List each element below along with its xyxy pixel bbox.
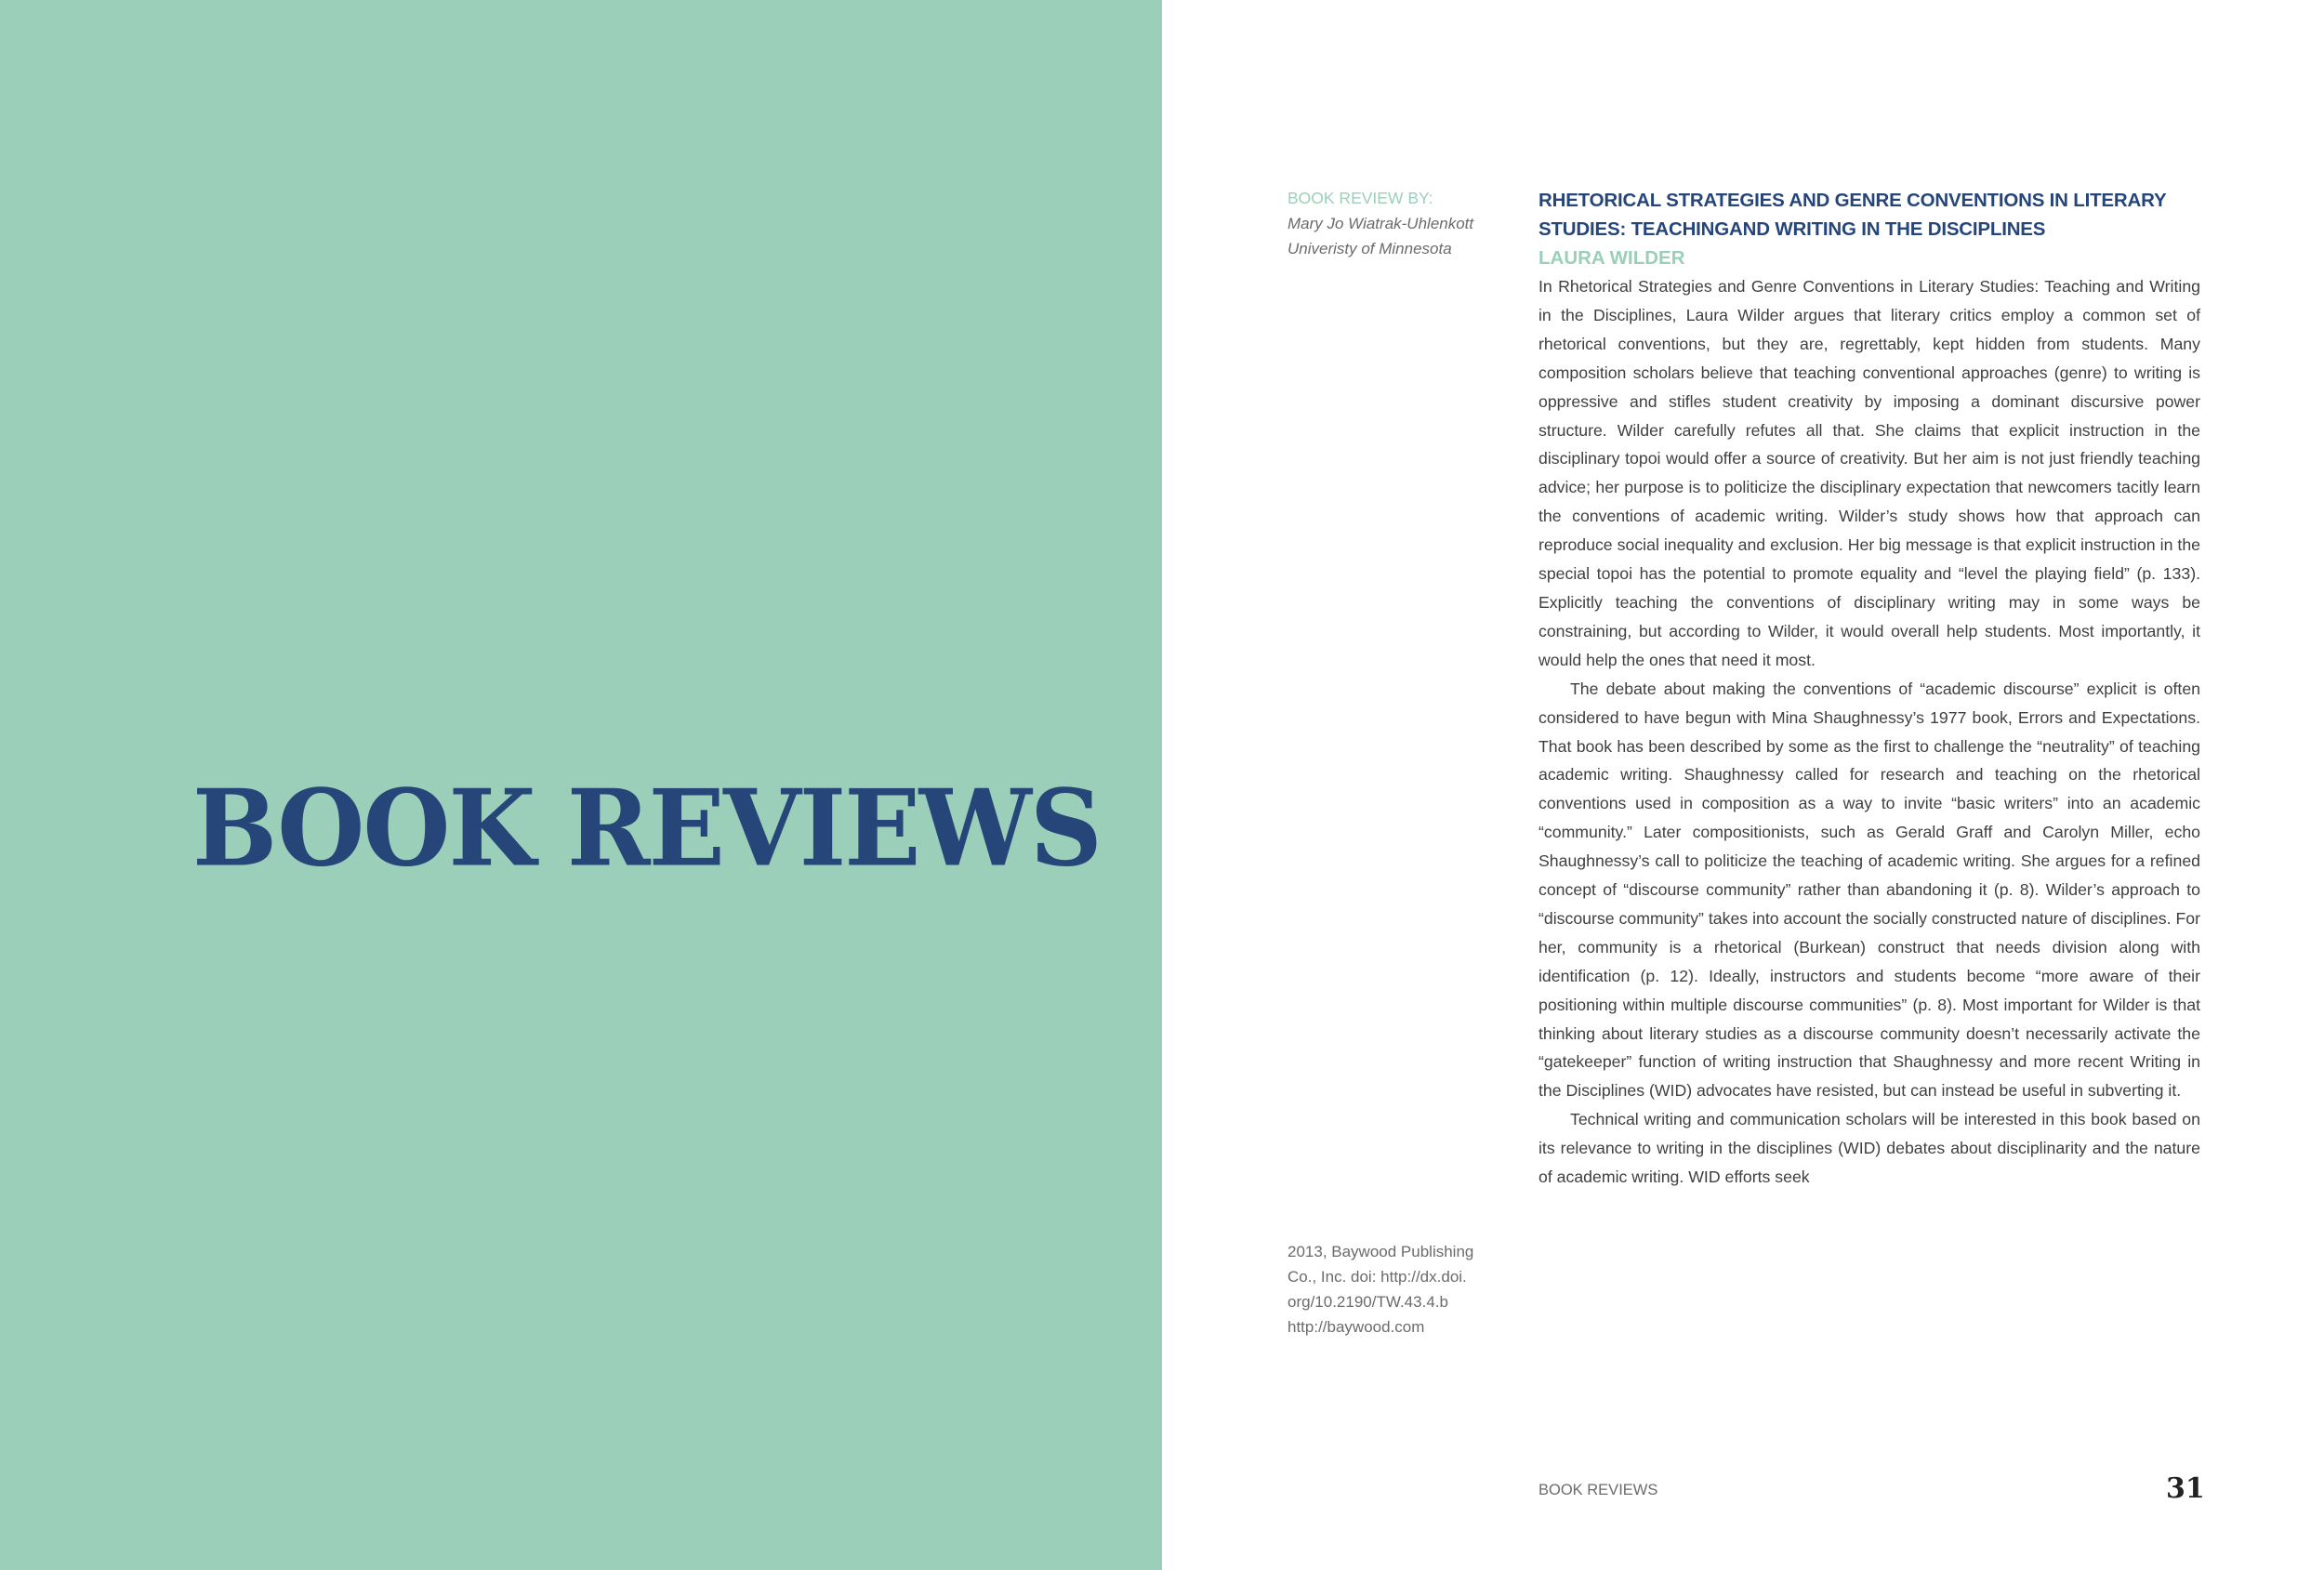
reviewer-affiliation: Univeristy of Minnesota bbox=[1287, 240, 1452, 257]
book-author: LAURA WILDER bbox=[1538, 247, 1685, 269]
publication-line: org/10.2190/TW.43.4.b bbox=[1287, 1293, 1448, 1311]
publication-url: http://baywood.com bbox=[1287, 1318, 1425, 1336]
publication-line: Co., Inc. doi: http://dx.doi. bbox=[1287, 1268, 1467, 1286]
running-footer: BOOK REVIEWS bbox=[1538, 1482, 1658, 1498]
publication-info bbox=[1287, 1239, 1501, 1339]
paragraph: In Rhetorical Strategies and Genre Conventions in Literary Studies: Teaching and Writing in the Disciplines, Laura Wilder argues that literary critics employ a common set of rhetorical conventions, but they are, regrettably, kept hidden from students. Many composition scholars believe that teaching conventional approaches (genre) to writing is oppressive and stifles student creativity by imposing a dominant discursive power structure. Wilder carefully refutes all that. She claims that explicit instruction in the disciplinary topoi would offer a source of creativity. But her aim is not just friendly teaching advice; her purpose is to politicize the disciplinary expectation that newcomers tacitly learn the conventions of academic writing. Wilder’s study shows how that approach can reproduce social inequality and exclusion. Her big message is that explicit instruction in the special topoi has the potential to promote equality and “level the playing field” (p. 133). Explicitly teaching the conventions of disciplinary writing may in some ways be constraining, but according to Wilder, it would overall help students. Most importantly, it would help the ones that need it most. bbox=[1538, 277, 2200, 669]
paragraph: Technical writing and communication scholars will be interested in this book based on its relevance to writing in the disciplines (WID) debates about disciplinarity and the nature of academic writing. WID efforts seek bbox=[1538, 1110, 2200, 1187]
reviewer-name: Mary Jo Wiatrak-Uhlenkott bbox=[1287, 215, 1474, 232]
review-title: RHETORICAL STRATEGIES AND GENRE CONVENTIONS IN LITERARY STUDIES: TEACHINGAND WRITING IN THE DISCIPLINES bbox=[1538, 190, 2167, 240]
review-byline bbox=[1287, 186, 1501, 261]
section-heading: BOOK REVIEWS bbox=[192, 767, 1101, 891]
paragraph: The debate about making the conventions of “academic discourse” explicit is often considered to have begun with Mina Shaughnessy’s 1977 book, Errors and Expectations. That book has been described by some as the first to challenge the “neutrality” of teaching academic writing. Shaughnessy called for research and teaching on the rhetorical conventions used in composition as a way to invite “basic writers” into an academic “community.” Later compositionists, such as Gerald Graff and Carolyn Miller, echo Shaughnessy’s call to politicize the teaching of academic writing. She argues for a refined concept of “discourse community” rather than abandoning it (p. 8). Wilder’s approach to “discourse community” takes into account the socially constructed nature of disciplines. For her, community is a rhetorical (Burkean) construct that needs division along with identification (p. 12). Ideally, instructors and students become “more aware of their positioning within multiple discourse communities” (p. 8). Most important for Wilder is that thinking about literary studies as a discourse community doesn’t necessarily activate the “gatekeeper” function of writing instruction that Shaughnessy and more recent Writing in the Disciplines (WID) advocates have resisted, but can instead be useful in subverting it. bbox=[1538, 679, 2200, 1101]
page-number: 31 bbox=[2166, 1472, 2205, 1505]
publication-line: 2013, Baywood Publishing bbox=[1287, 1243, 1474, 1260]
byline-label: BOOK REVIEW BY: bbox=[1287, 189, 1433, 207]
review-article bbox=[1538, 186, 2200, 1192]
review-body bbox=[1538, 272, 2200, 1192]
